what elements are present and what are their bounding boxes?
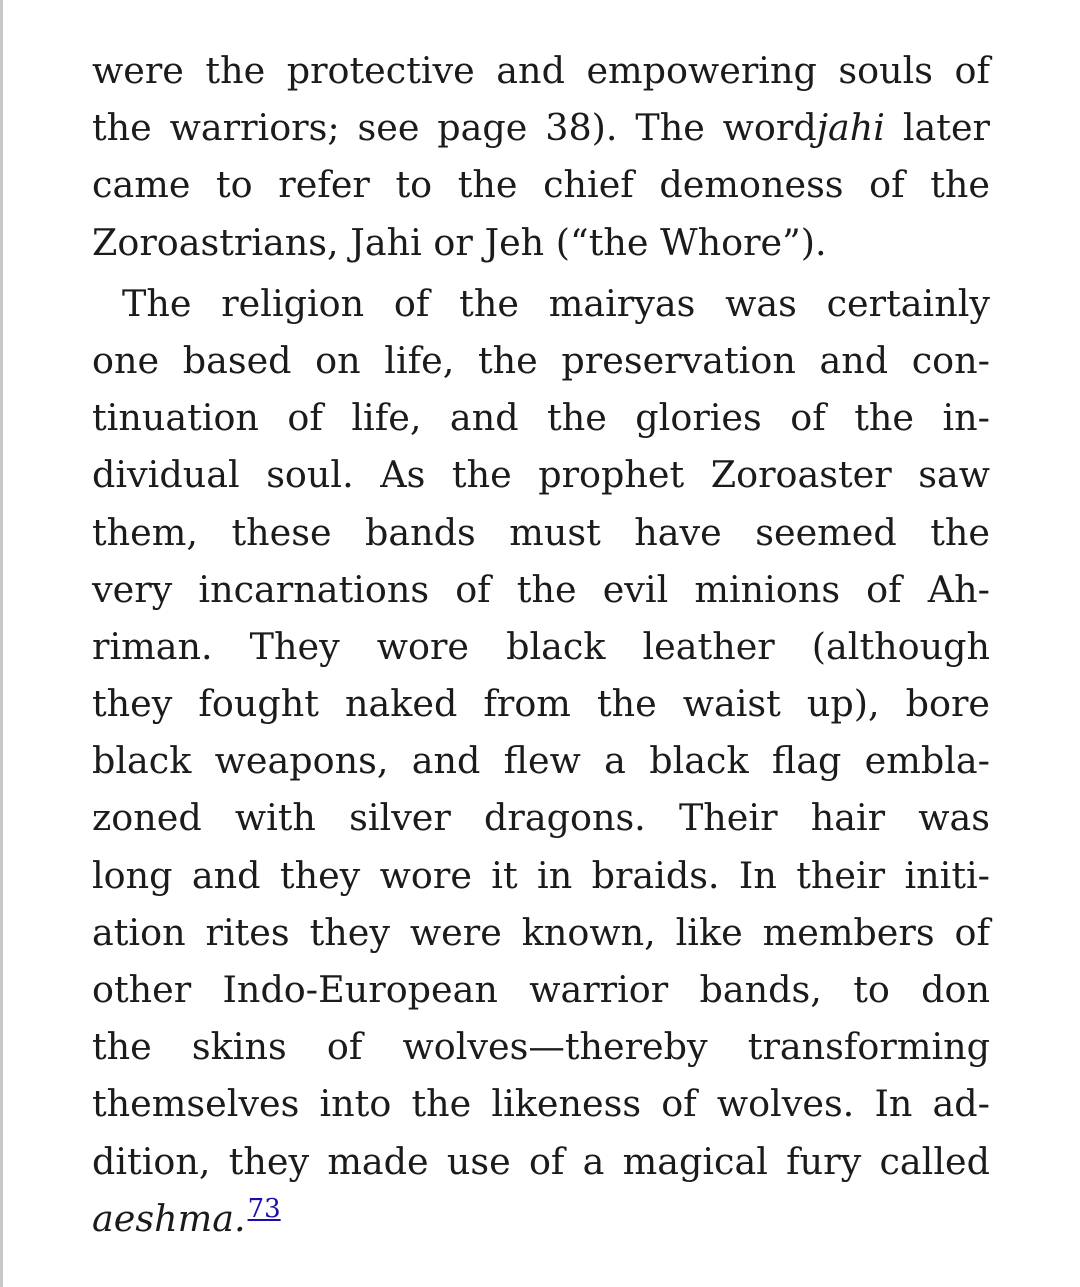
- text-span: later: [884, 106, 990, 150]
- text-line: dividual soul. As the prophet Zoroaster saw: [92, 453, 990, 497]
- text-line: the skins of wolves—thereby transforming: [92, 1025, 990, 1069]
- text-line: zoned with silver dragons. Their hair was: [92, 796, 990, 840]
- text-line: came to refer to the chief demoness of the: [92, 163, 990, 207]
- text-span: the warriors; see page 38). The word: [92, 106, 817, 150]
- text-line: riman. They wore black leather (although: [92, 624, 990, 668]
- text-line: [92, 99, 990, 156]
- text-line: The religion of the mairyas was certainly: [122, 281, 990, 325]
- text-line: them, these bands must have seemed the: [92, 510, 990, 554]
- text-line: dition, they made use of a magical fury called: [92, 1139, 990, 1183]
- text-line: other Indo-European warrior bands, to don: [92, 968, 990, 1011]
- italic-term-aeshma: aeshma.: [92, 1196, 246, 1240]
- text-line: black weapons, and flew a black flag embla-: [92, 739, 990, 783]
- text-line: very incarnations of the evil minions of Ah-: [92, 567, 990, 611]
- text-line: Zoroastrians, Jahi or Jeh (“the Whore”).: [92, 220, 827, 264]
- paragraph-1: [92, 42, 990, 271]
- text-line: were the protective and empowering souls of: [92, 49, 990, 92]
- text-line: long and they wore it in braids. In their initi-: [92, 853, 990, 897]
- text-line: ation rites they were known, like members of: [92, 910, 990, 954]
- paragraph-2: [92, 275, 990, 1247]
- reader-page: [92, 42, 990, 1247]
- page-edge-rule: [0, 0, 3, 1287]
- text-line: they fought naked from the waist up), bore: [92, 682, 990, 726]
- text-line: themselves into the likeness of wolves. In ad-: [92, 1082, 990, 1126]
- italic-term-jahi: jahi: [816, 106, 885, 150]
- footnote-link-73[interactable]: 73: [247, 1193, 281, 1224]
- text-line: [92, 1190, 990, 1247]
- text-line: one based on life, the preservation and con-: [92, 338, 990, 382]
- text-line: tinuation of life, and the glories of the in-: [92, 396, 990, 440]
